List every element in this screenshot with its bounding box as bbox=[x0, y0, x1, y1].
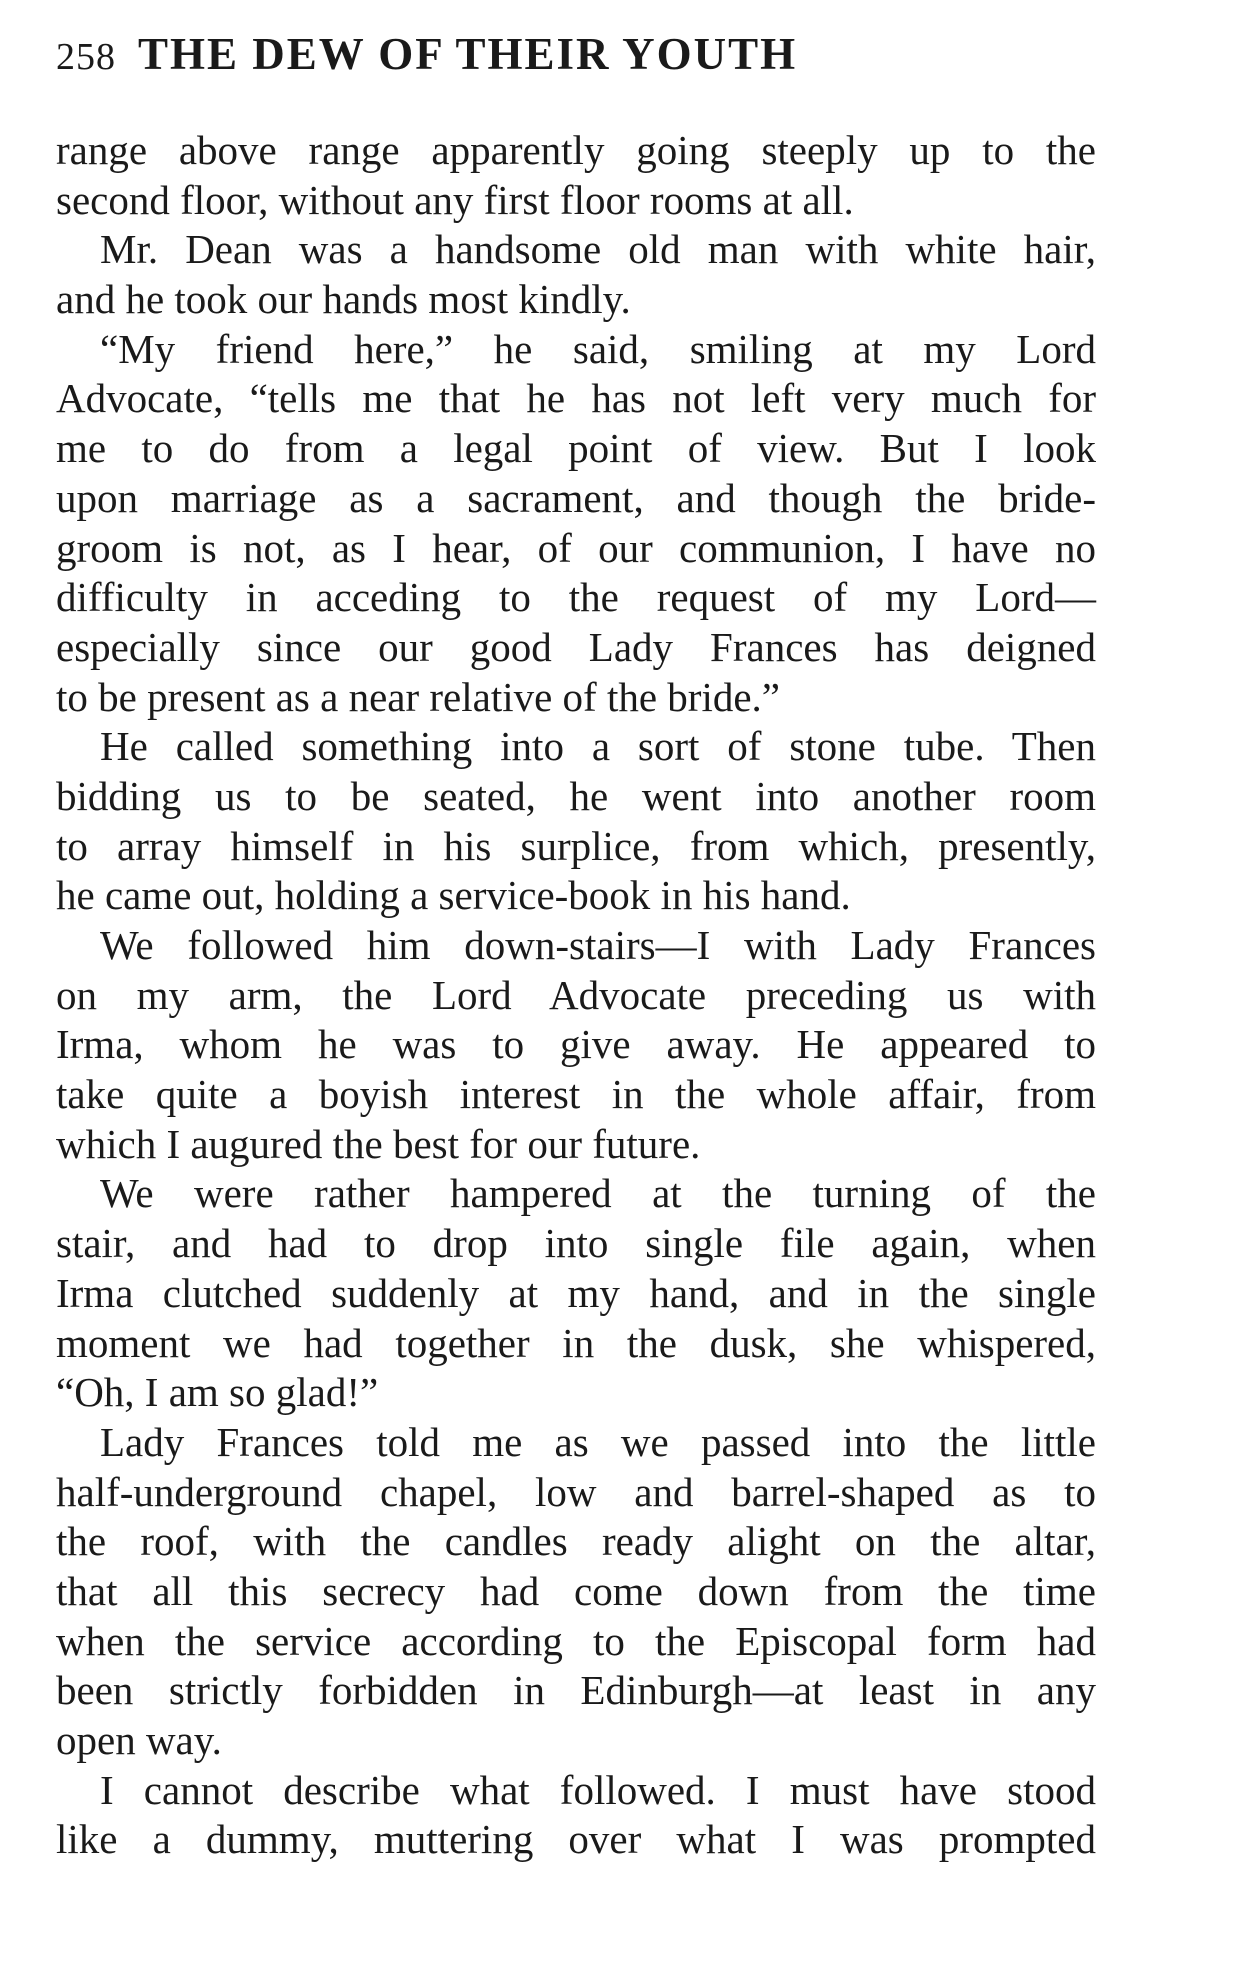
running-title: THE DEW OF THEIR YOUTH bbox=[138, 29, 798, 79]
text-line: me to do from a legal point of view. But I look bbox=[56, 425, 1096, 472]
text-line: upon marriage as a sacrament, and though the bride- bbox=[56, 474, 1096, 521]
text-line: We followed him down-stairs—I with Lady Frances bbox=[100, 922, 1096, 968]
text-line: We were rather hampered at the turning of the bbox=[100, 1170, 1096, 1217]
text-line: bidding us to be seated, he went into another room bbox=[56, 772, 1096, 819]
body-text bbox=[56, 126, 1096, 1865]
text-line: Irma, whom he was to give away. He appeared to bbox=[56, 1021, 1096, 1068]
text-line: like a dummy, muttering over what I was prompted bbox=[56, 1816, 1096, 1863]
text-line: Lady Frances told me as we passed into the little bbox=[100, 1418, 1096, 1465]
text-line: when the service according to the Episcopal form had bbox=[56, 1617, 1096, 1664]
text-line: Mr. Dean was a handsome old man with white hair, bbox=[100, 226, 1096, 273]
text-line: range above range apparently going steeply up to the bbox=[56, 127, 1096, 173]
text-line: “Oh, I am so glad!” bbox=[56, 1369, 379, 1416]
text-line: been strictly forbidden in Edinburgh—at least in any bbox=[56, 1667, 1096, 1714]
text-line: Irma clutched suddenly at my hand, and in the single bbox=[56, 1269, 1096, 1316]
text-line: which I augured the best for our future. bbox=[56, 1120, 701, 1167]
text-line: on my arm, the Lord Advocate preceding us with bbox=[56, 971, 1096, 1018]
text-line: “My friend here,” he said, smiling at my Lord bbox=[100, 325, 1096, 372]
text-line: moment we had together in the dusk, she whispered, bbox=[56, 1319, 1096, 1366]
text-line: He called something into a sort of stone tube. Then bbox=[100, 723, 1096, 770]
text-line: I cannot describe what followed. I must have stood bbox=[100, 1766, 1096, 1813]
text-line: second floor, without any first floor rooms at all. bbox=[56, 176, 854, 223]
text-line: stair, and had to drop into single file again, when bbox=[56, 1220, 1096, 1267]
text-line: half-underground chapel, low and barrel-shaped as to bbox=[56, 1468, 1096, 1515]
text-line: to array himself in his surplice, from which, presently, bbox=[56, 822, 1096, 869]
text-line: and he took our hands most kindly. bbox=[56, 276, 631, 323]
page-header bbox=[56, 28, 1176, 92]
text-line: difficulty in acceding to the request of my Lord— bbox=[56, 574, 1096, 621]
text-line: groom is not, as I hear, of our communion, I have no bbox=[56, 524, 1096, 571]
page-number: 258 bbox=[56, 36, 116, 78]
text-line: to be present as a near relative of the bride.” bbox=[56, 673, 780, 720]
text-line: open way. bbox=[56, 1717, 222, 1763]
text-line: that all this secrecy had come down from the time bbox=[56, 1567, 1096, 1614]
text-line: take quite a boyish interest in the whole affair, from bbox=[56, 1071, 1096, 1118]
text-line: especially since our good Lady Frances has deigned bbox=[56, 623, 1096, 670]
text-line: he came out, holding a service-book in his hand. bbox=[56, 872, 851, 919]
text-line: Advocate, “tells me that he has not left very much for bbox=[56, 375, 1096, 422]
text-line: the roof, with the candles ready alight on the altar, bbox=[56, 1518, 1096, 1565]
